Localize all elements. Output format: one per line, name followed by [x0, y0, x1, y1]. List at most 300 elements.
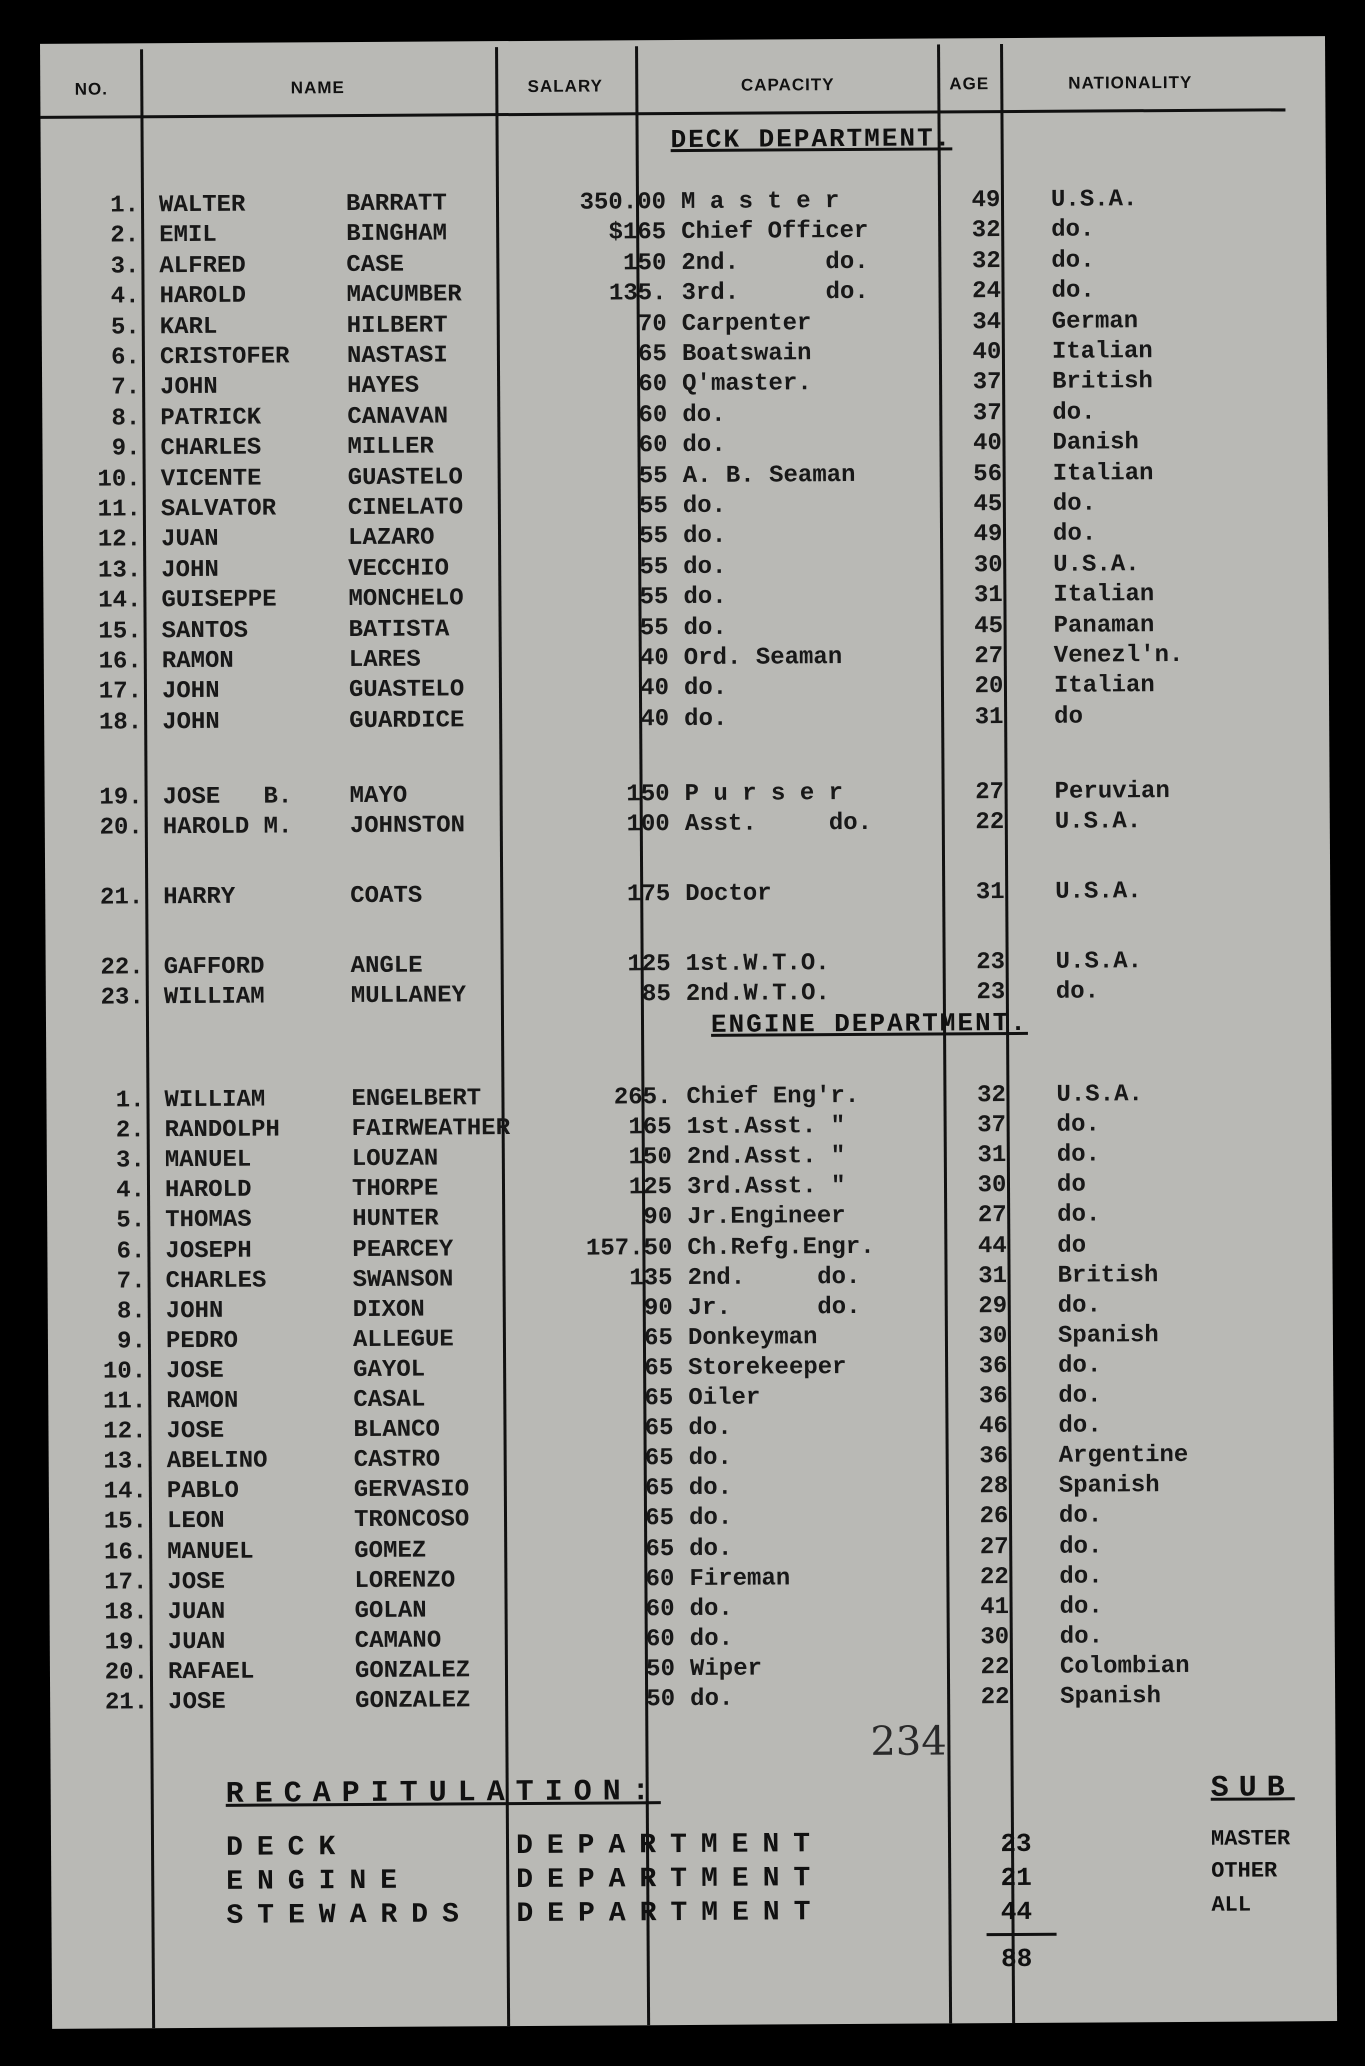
nationality: Italian — [1052, 459, 1154, 488]
capacity: do. — [682, 401, 726, 429]
last-name: DIXON — [352, 1296, 425, 1324]
salary: 65 — [645, 1505, 675, 1533]
last-name: ENGELBERT — [351, 1085, 482, 1114]
salary: 40 — [640, 675, 670, 703]
capacity: 2nd.W.T.O. — [685, 980, 830, 1008]
age: 45 — [973, 491, 1003, 519]
nationality: U.S.A. — [1053, 551, 1140, 579]
first-name: JOHN — [160, 374, 218, 402]
age: 30 — [973, 551, 1003, 580]
first-name: CHARLES — [160, 434, 262, 463]
capacity: Oiler — [688, 1384, 761, 1412]
crew-list-page — [40, 36, 1337, 2029]
recap-row — [226, 1827, 1126, 1864]
salary: 55 — [639, 614, 669, 642]
salary: 90 — [643, 1204, 673, 1232]
crew-number: 14. — [98, 587, 142, 615]
salary: 55 — [639, 584, 669, 612]
crew-number: 10. — [97, 465, 141, 494]
salary: 65 — [644, 1415, 674, 1443]
crew-number: 11. — [97, 496, 141, 524]
salary: 65 — [644, 1354, 674, 1383]
recap-department: DECK — [225, 1832, 350, 1864]
capacity: Chief Officer — [681, 218, 869, 247]
last-name: PEARCEY — [352, 1235, 454, 1264]
nationality: do. — [1059, 1532, 1103, 1561]
nationality: Colombian — [1059, 1652, 1190, 1681]
age: 24 — [972, 278, 1002, 306]
first-name: CRISTOFER — [159, 343, 290, 372]
capacity: 1st.Asst. " — [686, 1113, 846, 1142]
salary: 50 — [646, 1686, 676, 1714]
nationality: do. — [1058, 1382, 1102, 1410]
age: 41 — [980, 1593, 1010, 1621]
first-name: HARRY — [163, 883, 236, 912]
nationality: do. — [1059, 1593, 1103, 1621]
salary: 100 — [626, 811, 670, 839]
salary: 90 — [643, 1294, 673, 1322]
nationality: do. — [1052, 490, 1097, 518]
salary: 125 — [628, 1174, 673, 1202]
page-number: 234 — [870, 1718, 947, 1765]
age: 34 — [972, 308, 1002, 336]
first-name: MANUEL — [164, 1146, 252, 1175]
first-name: ABELINO — [166, 1447, 268, 1476]
last-name: VECCHIO — [348, 555, 450, 583]
header-name: NAME — [290, 78, 345, 98]
nationality: do. — [1057, 1292, 1102, 1320]
header-rule — [40, 108, 1285, 119]
last-name: HAYES — [347, 373, 420, 401]
salary: 157.50 — [585, 1234, 673, 1263]
capacity: do. — [683, 583, 727, 612]
salary: $165 — [608, 219, 667, 247]
recap-department-word: DEPARTMENT — [516, 1863, 825, 1897]
salary: 55 — [638, 493, 668, 521]
salary: 60 — [638, 432, 668, 460]
recap-row — [226, 1861, 1126, 1898]
recap-department: STEWARDS — [226, 1899, 473, 1932]
nationality: do — [1057, 1232, 1087, 1260]
last-name: GONZALEZ — [354, 1657, 471, 1685]
capacity: do. — [688, 1505, 733, 1533]
capacity: do. — [688, 1414, 732, 1443]
first-name: JOHN — [165, 1297, 224, 1325]
age: 45 — [974, 612, 1004, 640]
crew-number: 4. — [116, 1177, 146, 1205]
age: 32 — [971, 247, 1001, 276]
header-capacity: CAPACITY — [740, 75, 835, 95]
first-name: JUAN — [160, 526, 219, 554]
salary: 65 — [638, 341, 668, 369]
crew-number: 15. — [103, 1508, 148, 1536]
salary: 65 — [644, 1445, 674, 1473]
nationality: do. — [1057, 1201, 1101, 1230]
nationality: do. — [1058, 1352, 1102, 1380]
crew-number: 6. — [116, 1237, 146, 1265]
capacity: Carpenter — [681, 309, 812, 338]
capacity: 3rd. do. — [681, 279, 869, 308]
age: 22 — [979, 1563, 1009, 1591]
recap-total: 88 — [1001, 1943, 1033, 1975]
age: 31 — [978, 1262, 1008, 1290]
crew-row — [44, 701, 1329, 739]
first-name: RAMON — [166, 1387, 239, 1416]
last-name: LOUZAN — [351, 1145, 439, 1174]
salary: 65 — [645, 1535, 675, 1563]
salary: 55 — [638, 462, 668, 490]
salary: 55 — [639, 553, 669, 582]
crew-number: 6. — [111, 344, 141, 372]
nationality: do. — [1055, 978, 1100, 1006]
nationality: Italian — [1053, 672, 1155, 701]
age: 27 — [975, 779, 1005, 807]
first-name: HAROLD — [159, 282, 247, 311]
age: 28 — [979, 1473, 1009, 1501]
first-name: LEON — [166, 1508, 225, 1536]
crew-number: 3. — [110, 253, 140, 281]
age: 44 — [977, 1232, 1007, 1260]
first-name: PABLO — [166, 1478, 239, 1506]
crew-number: 22. — [100, 954, 144, 982]
crew-number: 1. — [110, 192, 140, 220]
salary: 265. — [613, 1084, 672, 1112]
capacity: 2nd. do. — [681, 248, 869, 277]
recap-count: 44 — [1000, 1896, 1033, 1928]
age: 20 — [974, 673, 1004, 701]
age: 22 — [980, 1653, 1010, 1682]
capacity: Boatswain — [681, 340, 812, 369]
crew-row — [45, 876, 1330, 914]
first-name: KARL — [159, 313, 218, 341]
last-name: CINELATO — [347, 494, 464, 523]
nationality: Venezl'n. — [1053, 641, 1184, 670]
crew-number: 19. — [104, 1629, 148, 1657]
last-name: CASTRO — [353, 1446, 441, 1475]
age: 32 — [976, 1082, 1006, 1110]
last-name: LARES — [348, 646, 421, 675]
nationality: Italian — [1053, 581, 1155, 609]
header-no: NO. — [74, 79, 108, 99]
crew-number: 9. — [117, 1328, 147, 1356]
salary: 150 — [623, 249, 667, 278]
first-name: JOSE B. — [162, 783, 293, 812]
age: 22 — [975, 809, 1005, 837]
crew-number: 7. — [111, 374, 141, 402]
crew-number: 13. — [97, 557, 142, 585]
age: 40 — [972, 430, 1002, 458]
capacity: do. — [684, 705, 728, 733]
crew-number: 2. — [115, 1117, 145, 1145]
last-name: MILLER — [347, 433, 434, 462]
first-name: JOSE — [166, 1417, 225, 1446]
salary: 150 — [628, 1144, 672, 1172]
first-name: WILLIAM — [164, 1086, 266, 1115]
crew-number: 5. — [116, 1207, 146, 1235]
crew-number: 21. — [99, 884, 144, 912]
nationality: Spanish — [1057, 1321, 1159, 1350]
salary: 175 — [626, 881, 671, 909]
capacity: 3rd.Asst. " — [686, 1173, 846, 1202]
last-name: GUASTELO — [348, 676, 465, 705]
nationality: U.S.A. — [1055, 878, 1142, 906]
nationality: do. — [1059, 1623, 1104, 1651]
first-name: WALTER — [158, 191, 246, 220]
last-name: ANGLE — [350, 952, 423, 981]
last-name: JOHNSTON — [349, 812, 466, 841]
recap-department-word: DEPARTMENT — [516, 1897, 825, 1931]
capacity: do. — [682, 492, 727, 521]
salary: 85 — [641, 981, 671, 1009]
sub-item: OTHER — [1211, 1858, 1278, 1884]
last-name: GUARDICE — [349, 707, 465, 735]
age: 31 — [975, 879, 1005, 907]
age: 27 — [979, 1533, 1009, 1561]
last-name: MAYO — [349, 782, 408, 811]
nationality: do. — [1056, 1141, 1101, 1169]
crew-number: 20. — [99, 814, 143, 842]
first-name: MANUEL — [167, 1538, 254, 1566]
capacity: do. — [689, 1595, 733, 1623]
salary: 65 — [644, 1385, 674, 1413]
last-name: LAZARO — [347, 524, 435, 553]
age: 56 — [973, 460, 1003, 488]
last-name: GOLAN — [354, 1597, 427, 1625]
crew-number: 18. — [98, 709, 143, 737]
age: 31 — [974, 703, 1004, 732]
first-name: PATRICK — [160, 404, 262, 432]
first-name: RAMON — [161, 647, 234, 676]
crew-number: 13. — [103, 1448, 147, 1476]
nationality: do — [1054, 703, 1084, 731]
first-name: PEDRO — [165, 1327, 239, 1355]
last-name: GOMEZ — [354, 1537, 427, 1565]
crew-number: 8. — [116, 1297, 146, 1326]
last-name: TRONCOSO — [353, 1506, 470, 1535]
last-name: GUASTELO — [347, 463, 463, 492]
nationality: Italian — [1051, 338, 1153, 366]
crew-number: 2. — [110, 222, 140, 250]
deck-department-title: DECK DEPARTMENT. — [670, 123, 953, 156]
age: 26 — [979, 1503, 1009, 1531]
age: 36 — [978, 1383, 1008, 1411]
crew-number: 12. — [97, 526, 142, 554]
nationality: do. — [1056, 1111, 1100, 1139]
age: 37 — [972, 399, 1002, 428]
first-name: HAROLD M. — [162, 813, 293, 842]
salary: 60 — [638, 401, 668, 430]
first-name: JUAN — [167, 1628, 226, 1656]
salary: 165 — [628, 1114, 672, 1142]
first-name: WILLIAM — [163, 983, 265, 1012]
age: 23 — [976, 949, 1006, 977]
recap-sum-rule — [987, 1933, 1057, 1936]
recap-row — [226, 1895, 1126, 1932]
salary: 70 — [637, 310, 667, 338]
last-name: CASAL — [353, 1386, 426, 1415]
age: 37 — [977, 1112, 1007, 1140]
age: 49 — [971, 187, 1001, 215]
capacity: Q'master. — [682, 370, 812, 399]
recapitulation-title: RECAPITULATION: — [225, 1775, 661, 1812]
nationality: do. — [1059, 1563, 1103, 1591]
last-name: SWANSON — [352, 1266, 454, 1294]
engine-department-title: ENGINE DEPARTMENT. — [710, 1007, 1028, 1040]
crew-number: 4. — [110, 283, 140, 311]
crew-number: 7. — [116, 1267, 146, 1296]
nationality: do. — [1051, 216, 1095, 245]
salary: 150 — [626, 781, 670, 809]
nationality: do — [1056, 1171, 1086, 1200]
crew-row — [50, 1681, 1335, 1719]
first-name: VICENTE — [160, 465, 262, 493]
crew-number: 8. — [111, 405, 141, 433]
nationality: do. — [1052, 399, 1096, 427]
age: 27 — [977, 1202, 1007, 1230]
nationality: U.S.A. — [1055, 948, 1143, 976]
crew-number: 21. — [104, 1689, 149, 1717]
nationality: do. — [1052, 520, 1097, 549]
capacity: do. — [689, 1535, 733, 1563]
nationality: Peruvian — [1054, 778, 1170, 806]
salary: 60 — [645, 1565, 675, 1593]
age: 36 — [978, 1352, 1008, 1381]
crew-row — [46, 976, 1331, 1014]
nationality: Panaman — [1053, 611, 1155, 640]
first-name: JOHN — [161, 556, 219, 584]
last-name: BATISTA — [348, 616, 450, 644]
first-name: RAFAEL — [167, 1658, 255, 1687]
crew-number: 1. — [115, 1087, 145, 1115]
crew-number: 18. — [104, 1598, 148, 1627]
sub-title: SUB — [1210, 1771, 1295, 1806]
age: 30 — [977, 1172, 1007, 1200]
first-name: SALVATOR — [160, 495, 277, 524]
age: 40 — [972, 339, 1002, 367]
capacity: do. — [682, 523, 727, 551]
recap-department-word: DEPARTMENT — [515, 1829, 825, 1863]
crew-number: 17. — [104, 1568, 148, 1597]
sub-item: ALL — [1211, 1892, 1252, 1918]
crew-number: 11. — [103, 1388, 147, 1416]
nationality: British — [1057, 1261, 1159, 1290]
capacity: do. — [688, 1444, 732, 1473]
crew-number: 23. — [100, 984, 144, 1012]
nationality: do. — [1058, 1412, 1102, 1440]
crew-number: 19. — [99, 784, 143, 812]
first-name: JOSE — [166, 1357, 224, 1386]
age: 37 — [972, 369, 1002, 397]
crew-number: 10. — [102, 1358, 147, 1386]
age: 31 — [977, 1142, 1007, 1170]
recap-department: ENGINE — [226, 1865, 412, 1898]
nationality: U.S.A. — [1050, 186, 1138, 214]
capacity: M a s t e r — [680, 188, 840, 217]
last-name: ALLEGUE — [352, 1326, 454, 1354]
capacity: do. — [682, 431, 726, 460]
salary: 50 — [646, 1655, 676, 1684]
last-name: CASE — [346, 251, 405, 279]
capacity: do. — [683, 553, 727, 581]
salary: 60 — [638, 371, 668, 399]
capacity: do. — [688, 1475, 733, 1503]
last-name: THORPE — [351, 1175, 439, 1204]
crew-number: 9. — [111, 435, 141, 463]
first-name: JUAN — [167, 1598, 226, 1626]
salary: 40 — [639, 645, 669, 673]
nationality: do. — [1051, 247, 1095, 275]
salary: 55 — [639, 523, 669, 551]
salary: 65 — [644, 1475, 674, 1503]
age: 31 — [973, 582, 1003, 610]
salary: 60 — [645, 1625, 675, 1654]
crew-number: 15. — [98, 617, 142, 646]
capacity: Ch.Refg.Engr. — [687, 1233, 875, 1262]
age: 30 — [980, 1623, 1010, 1652]
crew-number: 12. — [103, 1418, 147, 1446]
first-name: SANTOS — [161, 617, 249, 645]
first-name: GUISEPPE — [161, 586, 277, 615]
crew-number: 17. — [98, 678, 143, 706]
last-name: NASTASI — [346, 342, 448, 371]
age: 29 — [978, 1292, 1008, 1320]
capacity: Chief Eng'r. — [686, 1082, 860, 1111]
capacity: do. — [683, 614, 727, 642]
nationality: do. — [1051, 277, 1095, 305]
salary: 60 — [645, 1595, 675, 1623]
salary: 65 — [644, 1324, 674, 1353]
recap-count: 23 — [1000, 1828, 1032, 1860]
nationality: do. — [1058, 1502, 1103, 1531]
capacity: P u r s e r — [684, 780, 844, 809]
salary: 350.00 — [579, 189, 667, 217]
last-name: BINGHAM — [346, 220, 448, 249]
last-name: FAIRWEATHER — [351, 1115, 511, 1144]
last-name: GONZALEZ — [355, 1687, 471, 1716]
first-name: RANDOLPH — [164, 1116, 280, 1145]
first-name: JOHN — [162, 708, 220, 736]
age: 49 — [973, 521, 1003, 549]
age: 23 — [976, 979, 1006, 1007]
header-nationality: NATIONALITY — [1068, 72, 1193, 93]
capacity: Jr. do. — [687, 1293, 861, 1322]
first-name: THOMAS — [165, 1207, 252, 1235]
capacity: 2nd.Asst. " — [686, 1143, 846, 1172]
first-name: ALFRED — [159, 252, 246, 280]
capacity: do. — [683, 675, 728, 703]
header-salary: SALARY — [527, 76, 603, 96]
recap-count: 21 — [1000, 1862, 1032, 1894]
capacity: Donkeyman — [687, 1323, 818, 1352]
age: 32 — [971, 217, 1001, 245]
crew-number: 14. — [103, 1478, 147, 1506]
first-name: CHARLES — [165, 1267, 267, 1295]
age: 30 — [978, 1322, 1008, 1351]
first-name: GAFFORD — [163, 953, 265, 982]
nationality: U.S.A. — [1054, 808, 1142, 836]
first-name: JOSE — [168, 1688, 226, 1717]
last-name: COATS — [350, 882, 423, 911]
last-name: MULLANEY — [350, 982, 467, 1011]
age: 36 — [979, 1443, 1009, 1471]
last-name: MACUMBER — [346, 281, 462, 310]
capacity: 2nd. do. — [687, 1263, 861, 1292]
last-name: MONCHELO — [348, 585, 464, 614]
salary: 125 — [627, 951, 671, 979]
capacity: Storekeeper — [688, 1353, 847, 1382]
last-name: HILBERT — [346, 312, 448, 340]
salary: 40 — [640, 705, 670, 734]
